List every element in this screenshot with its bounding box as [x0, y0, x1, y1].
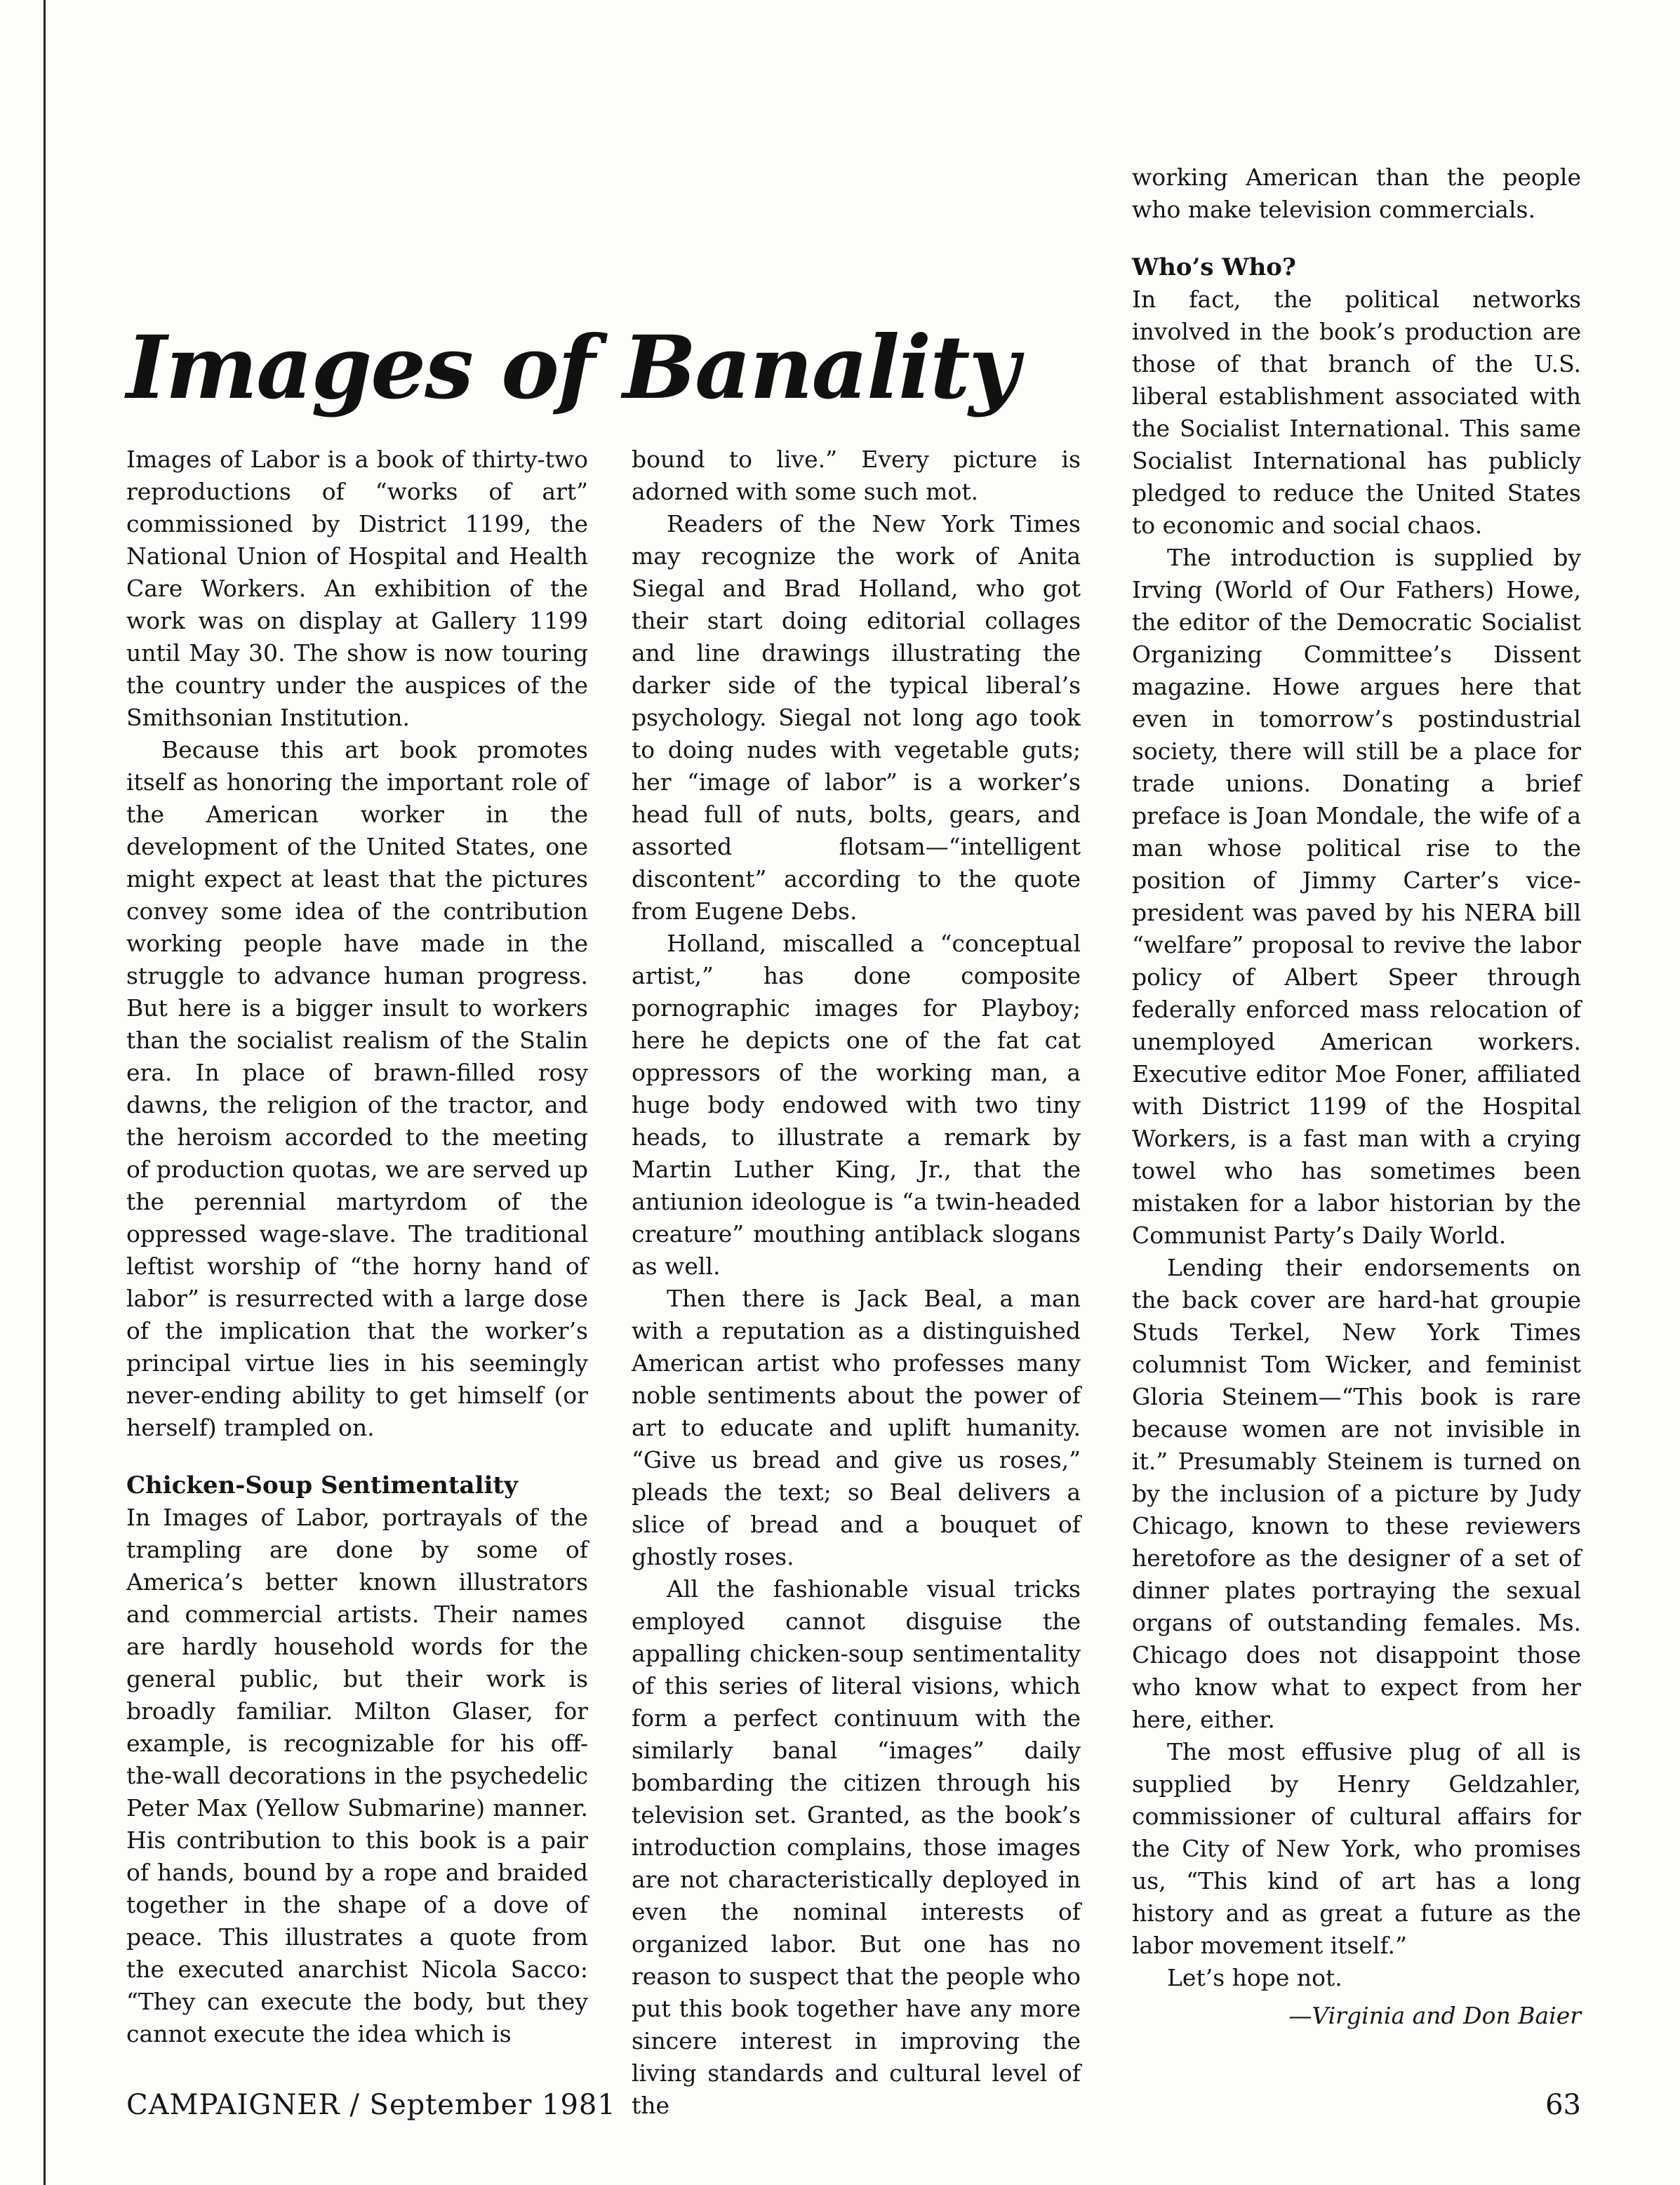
article-title: Images of Banality: [126, 317, 1018, 419]
author-byline: —Virginia and Don Baier: [1288, 2002, 1581, 2029]
section-heading-chicken-soup: Chicken-Soup Sentimentality: [126, 1471, 518, 1499]
column2-paragraph-1: bound to live.” Every picture is adorned with some such mot.: [632, 446, 1081, 505]
article-column-1: [126, 443, 588, 2050]
column1-paragraph-2: Because this art book promotes itself as honoring the important role of the American worker in the development of the United States, one might expect at least that the pictures convey some idea of the contribution working people have made in the struggle to advance human progress. But here is a bigger insult to workers than the socialist realism of the Stalin era. In place of brawn-filled rosy dawns, the religion of the tractor, and the heroism accorded to the meeting of production quotas, we are served up the perennial martyrdom of the oppressed wage-slave. The traditional leftist worship of “the horny hand of labor” is resurrected with a large dose of the implication that the worker’s principal virtue lies in his seemingly never-ending ability to get himself (or herself) trampled on.: [126, 736, 588, 1441]
column3-paragraph-3: The introduction is supplied by Irving (World of Our Fathers) Howe, the editor of the Democratic Socialist Organizing Committee’s Dissent magazine. Howe argues here that even in tomorrow’s postindustrial society, there will still be a place for trade unions. Donating a brief preface is Joan Mondale, the wife of a man whose political rise to the position of Jimmy Carter’s vice-president was paved by his NERA bill “welfare” proposal to revive the labor policy of Albert Speer through federally enforced mass relocation of unemployed American workers. Executive editor Moe Foner, affiliated with District 1199 of the Hospital Workers, is a fast man with a crying towel who has sometimes been mistaken for a labor historian by the Communist Party’s Daily World.: [1132, 544, 1581, 1249]
column3-paragraph-1: working American than the people who make television commercials.: [1132, 163, 1581, 223]
column1-paragraph-1: Images of Labor is a book of thirty-two reproductions of “works of art” commissioned by District 1199, the National Union of Hospital and Health Care Workers. An exhibition of the work was on display at Gallery 1199 until May 30. The show is now touring the country under the auspices of the Smithsonian Institution.: [126, 446, 588, 731]
article-column-3: [1132, 161, 1581, 1994]
column2-paragraph-5: All the fashionable visual tricks employed cannot disguise the appalling chicken-soup sentimentality of this series of literal visions, which form a perfect continuum with the similarly banal “images” daily bombarding the citizen through his television set. Granted, as the book’s introduction complains, those images are not characteristically deployed in even the nominal interests of organized labor. But one has no reason to suspect that the people who put this book together have any more sincere interest in improving the living standards and cultural level of the: [632, 1575, 1081, 2119]
article-column-2: [632, 443, 1081, 2122]
footer-page-number: 63: [1545, 2089, 1581, 2121]
column3-paragraph-4: Lending their endorsements on the back cover are hard-hat groupie Studs Terkel, New York Times columnist Tom Wicker, and feminist Gloria Steinem—“This book is rare because women are not invisible in it.” Presumably Steinem is turned on by the inclusion of a picture by Judy Chicago, known to these reviewers heretofore as the designer of a set of dinner plates portraying the sexual organs of outstanding females. Ms. Chicago does not disappoint those who know what to expect from her here, either.: [1132, 1254, 1581, 1733]
column2-paragraph-2: Readers of the New York Times may recognize the work of Anita Siegal and Brad Holland, who got their start doing editorial collages and line drawings illustrating the darker side of the typical liberal’s psychology. Siegal not long ago took to doing nudes with vegetable guts; her “image of labor” is a worker’s head full of nuts, bolts, gears, and assorted flotsam—“intelligent discontent” according to the quote from Eugene Debs.: [632, 510, 1081, 925]
column2-paragraph-4: Then there is Jack Beal, a man with a reputation as a distinguished American artist who professes many noble sentiments about the power of art to educate and uplift humanity. “Give us bread and give us roses,” pleads the text; so Beal delivers a slice of bread and a bouquet of ghostly roses.: [632, 1285, 1081, 1570]
column3-paragraph-6: Let’s hope not.: [1167, 1964, 1342, 1991]
page-edge-line: [44, 0, 46, 2185]
footer-publication: CAMPAIGNER / September 1981: [126, 2089, 616, 2121]
section-heading-whos-who: Who’s Who?: [1132, 253, 1296, 281]
column3-paragraph-5: The most effusive plug of all is supplied by Henry Geldzahler, commissioner of cultural affairs for the City of New York, who promises us, “This kind of art has a long history and as great a future as the labor movement itself.”: [1132, 1738, 1581, 1959]
column1-paragraph-3: In Images of Labor, portrayals of the trampling are done by some of America’s better known illustrators and commercial artists. Their names are hardly household words for the general public, but their work is broadly familiar. Milton Glaser, for example, is recognizable for his off-the-wall decorations in the psychedelic Peter Max (Yellow Submarine) manner. His contribution to this book is a pair of hands, bound by a rope and braided together in the shape of a dove of peace. This illustrates a quote from the executed anarchist Nicola Sacco: “They can execute the body, but they cannot execute the idea which is: [126, 1504, 588, 2047]
column3-paragraph-2: In fact, the political networks involved in the book’s production are those of that branch of the U.S. liberal establishment associated with the Socialist International. This same Socialist International has publicly pledged to reduce the United States to economic and social chaos.: [1132, 286, 1581, 539]
column2-paragraph-3: Holland, miscalled a “conceptual artist,” has done composite pornographic images for Playboy; here he depicts one of the fat cat oppressors of the working man, a huge body endowed with two tiny heads, to illustrate a remark by Martin Luther King, Jr., that the antiunion ideologue is “a twin-headed creature” mouthing antiblack slogans as well.: [632, 930, 1081, 1280]
